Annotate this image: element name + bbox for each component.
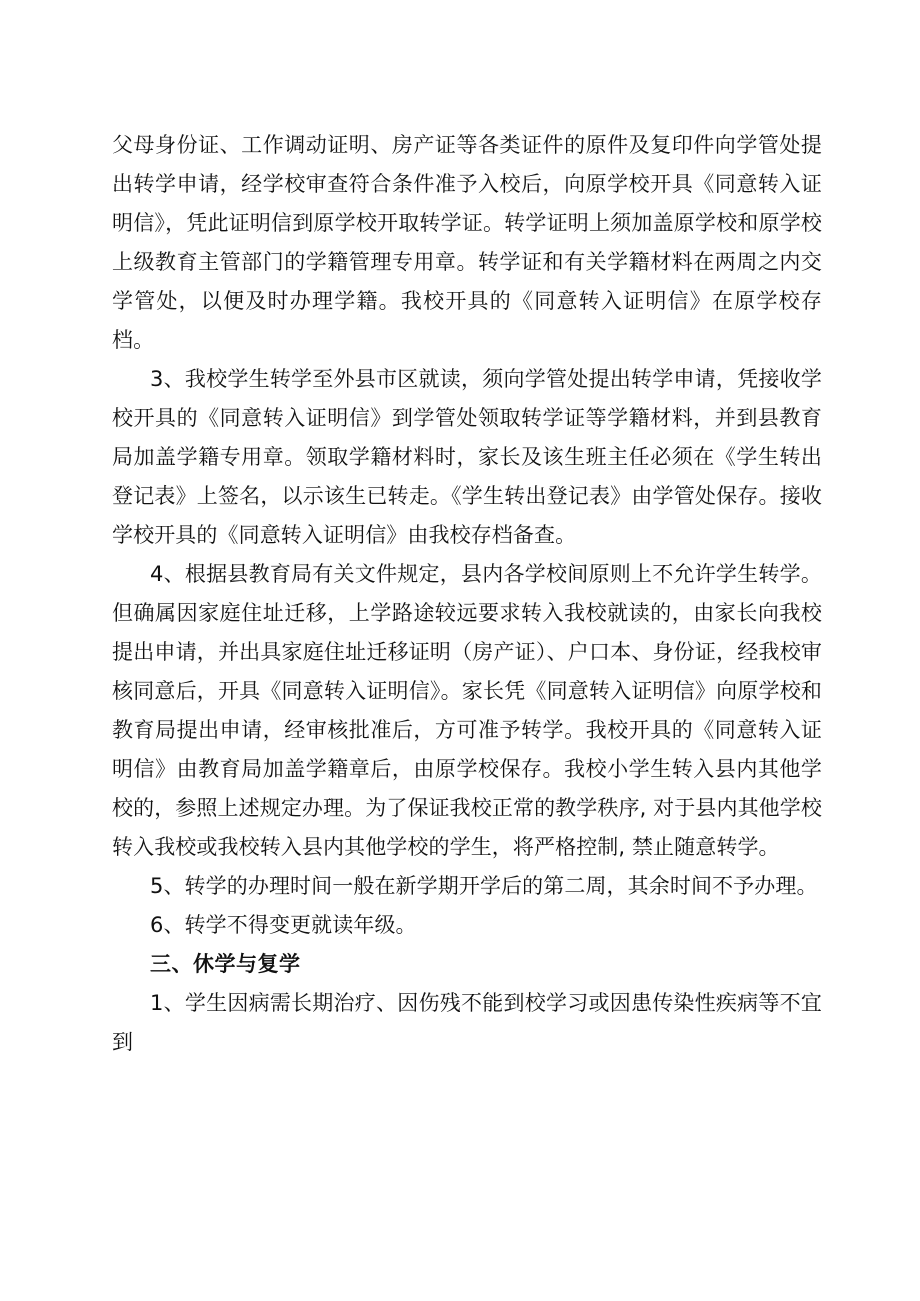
paragraph-item-4-in-county-transfer: 4、根据县教育局有关文件规定，县内各学校间原则上不允许学生转学。但确属因家庭住址迁移，上学路途较远要求转入我校就读的，由家长向我校提出申请，并出具家庭住址迁移证明（房产证）、户口本、身份证，经我校审核同意后，开具《同意转入证明信》。家长凭《同意转入证明信》向原学校和教育局提出申请，经审核批准后，方可准予转学。我校开具的《同意转入证明信》由教育局加盖学籍章后，由原学校保存。我校小学生转入县内其他学校的，参照上述规定办理。为了保证我校正常的教学秩序, 对于县内其他学校转入我校或我校转入县内其他学校的学生，将严格控制, 禁止随意转学。 (112, 562, 822, 859)
paragraph-item-3-transfer-out: 3、我校学生转学至外县市区就读，须向学管处提出转学申请，凭接收学校开具的《同意转入证明信》到学管处领取转学证等学籍材料，并到县教育局加盖学籍专用章。领取学籍材料时，家长及该生班主任必须在《学生转出登记表》上签名，以示该生已转走。《学生转出登记表》由学管处保存。接收学校开具的《同意转入证明信》由我校存档备查。 (112, 367, 822, 547)
paragraph-item-1-suspension: 1、学生因病需长期治疗、因伤残不能到校学习或因患传染性疾病等不宜到 (112, 991, 822, 1054)
document-body (112, 126, 822, 1062)
paragraph-item-5-transfer-timing: 5、转学的办理时间一般在新学期开学后的第二周，其余时间不予办理。 (150, 874, 818, 898)
paragraph-item-6-grade-unchanged: 6、转学不得变更就读年级。 (150, 913, 417, 937)
section-heading-suspension: 三、休学与复学 (150, 952, 301, 976)
paragraph-transfer-in-procedure: 父母身份证、工作调动证明、房产证等各类证件的原件及复印件向学管处提出转学申请，经学校审查符合条件准予入校后，向原学校开具《同意转入证明信》，凭此证明信到原学校开取转学证。转学证明上须加盖原学校和原学校上级教育主管部门的学籍管理专用章。转学证和有关学籍材料在两周之内交学管处，以便及时办理学籍。我校开具的《同意转入证明信》在原学校存档。 (112, 133, 822, 352)
